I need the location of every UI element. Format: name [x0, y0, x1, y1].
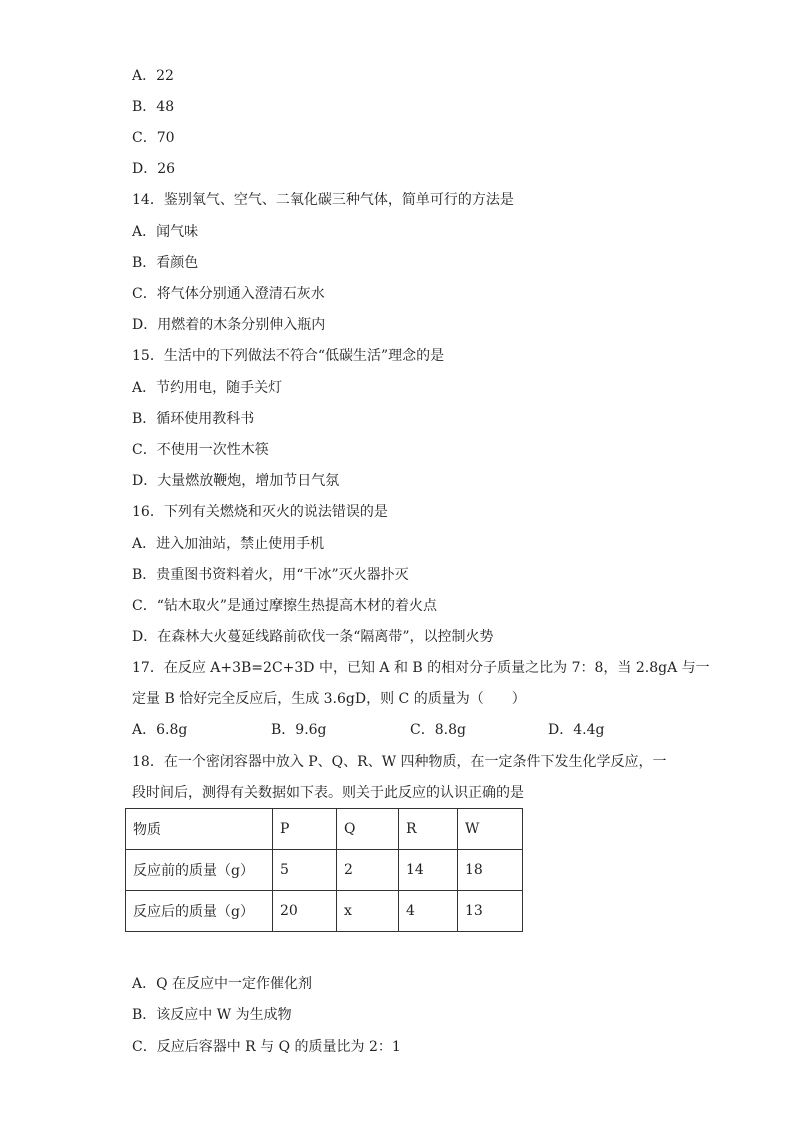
table-cell: 反应前的质量（g）	[126, 850, 273, 891]
q14-option-a: A．闻气味	[132, 224, 199, 240]
q18-option-b: B．该反应中 W 为生成物	[132, 1007, 292, 1023]
table-cell: 14	[399, 850, 458, 891]
q16-option-b: B．贵重图书资料着火，用“干冰”灭火器扑灭	[132, 567, 409, 583]
q14-option-c: C．将气体分别通入澄清石灰水	[132, 286, 325, 302]
table-cell: 4	[399, 891, 458, 932]
table-cell: 20	[273, 891, 337, 932]
q16-option-c: C．“钻木取火”是通过摩擦生热提高木材的着火点	[132, 598, 438, 614]
q17-option-d: D．4.4g	[548, 722, 605, 738]
q17-stem-line-2: 定量 B 恰好完全反应后，生成 3.6gD，则 C 的质量为（ ）	[132, 691, 526, 707]
q15-stem: 15．生活中的下列做法不符合“低碳生活”理念的是	[132, 348, 445, 364]
q18-option-a: A．Q 在反应中一定作催化剂	[132, 976, 313, 992]
q15-option-d: D．大量燃放鞭炮，增加节日气氛	[132, 473, 340, 489]
q15-option-a: A．节约用电，随手关灯	[132, 380, 283, 396]
q16-stem: 16．下列有关燃烧和灭火的说法错误的是	[132, 504, 388, 520]
q13-option-c: C．70	[132, 130, 175, 146]
q17-option-c: C．8.8g	[410, 722, 466, 738]
table-cell: 反应后的质量（g）	[126, 891, 273, 932]
q16-option-a: A．进入加油站，禁止使用手机	[132, 536, 325, 552]
table-cell: 18	[458, 850, 523, 891]
table-header-cell: 物质	[126, 809, 273, 850]
q13-option-a: A．22	[132, 68, 174, 84]
table-header-cell: R	[399, 809, 458, 850]
q17-option-a: A．6.8g	[132, 722, 188, 738]
q15-option-c: C．不使用一次性木筷	[132, 442, 269, 458]
q18-option-c: C．反应后容器中 R 与 Q 的质量比为 2：1	[132, 1039, 401, 1055]
table-header-cell: Q	[337, 809, 399, 850]
q15-option-b: B．循环使用教科书	[132, 411, 255, 427]
table-header-cell: P	[273, 809, 337, 850]
q14-option-d: D．用燃着的木条分别伸入瓶内	[132, 317, 326, 333]
table-row	[126, 850, 523, 891]
q17-stem-line-1: 17．在反应 A+3B=2C+3D 中，已知 A 和 B 的相对分子质量之比为 7：8，当 2.8gA 与一	[132, 660, 710, 676]
table-header-row	[126, 809, 523, 850]
table-cell: 2	[337, 850, 399, 891]
table-cell: x	[337, 891, 399, 932]
table-row	[126, 891, 523, 932]
q14-stem: 14．鉴别氧气、空气、二氧化碳三种气体，简单可行的方法是	[132, 192, 514, 208]
table-cell: 5	[273, 850, 337, 891]
q18-stem-line-1: 18．在一个密闭容器中放入 P、Q、R、W 四种物质，在一定条件下发生化学反应，一	[132, 754, 667, 770]
q17-option-b: B．9.6g	[271, 722, 327, 738]
q13-option-b: B．48	[132, 99, 175, 115]
q16-option-d: D．在森林大火蔓延线路前砍伐一条“隔离带”，以控制火势	[132, 629, 494, 645]
table-cell: 13	[458, 891, 523, 932]
q18-data-table	[125, 808, 523, 932]
q13-option-d: D．26	[132, 161, 176, 177]
q18-stem-line-2: 段时间后，测得有关数据如下表。则关于此反应的认识正确的是	[132, 785, 524, 801]
table-header-cell: W	[458, 809, 523, 850]
q14-option-b: B．看颜色	[132, 255, 199, 271]
